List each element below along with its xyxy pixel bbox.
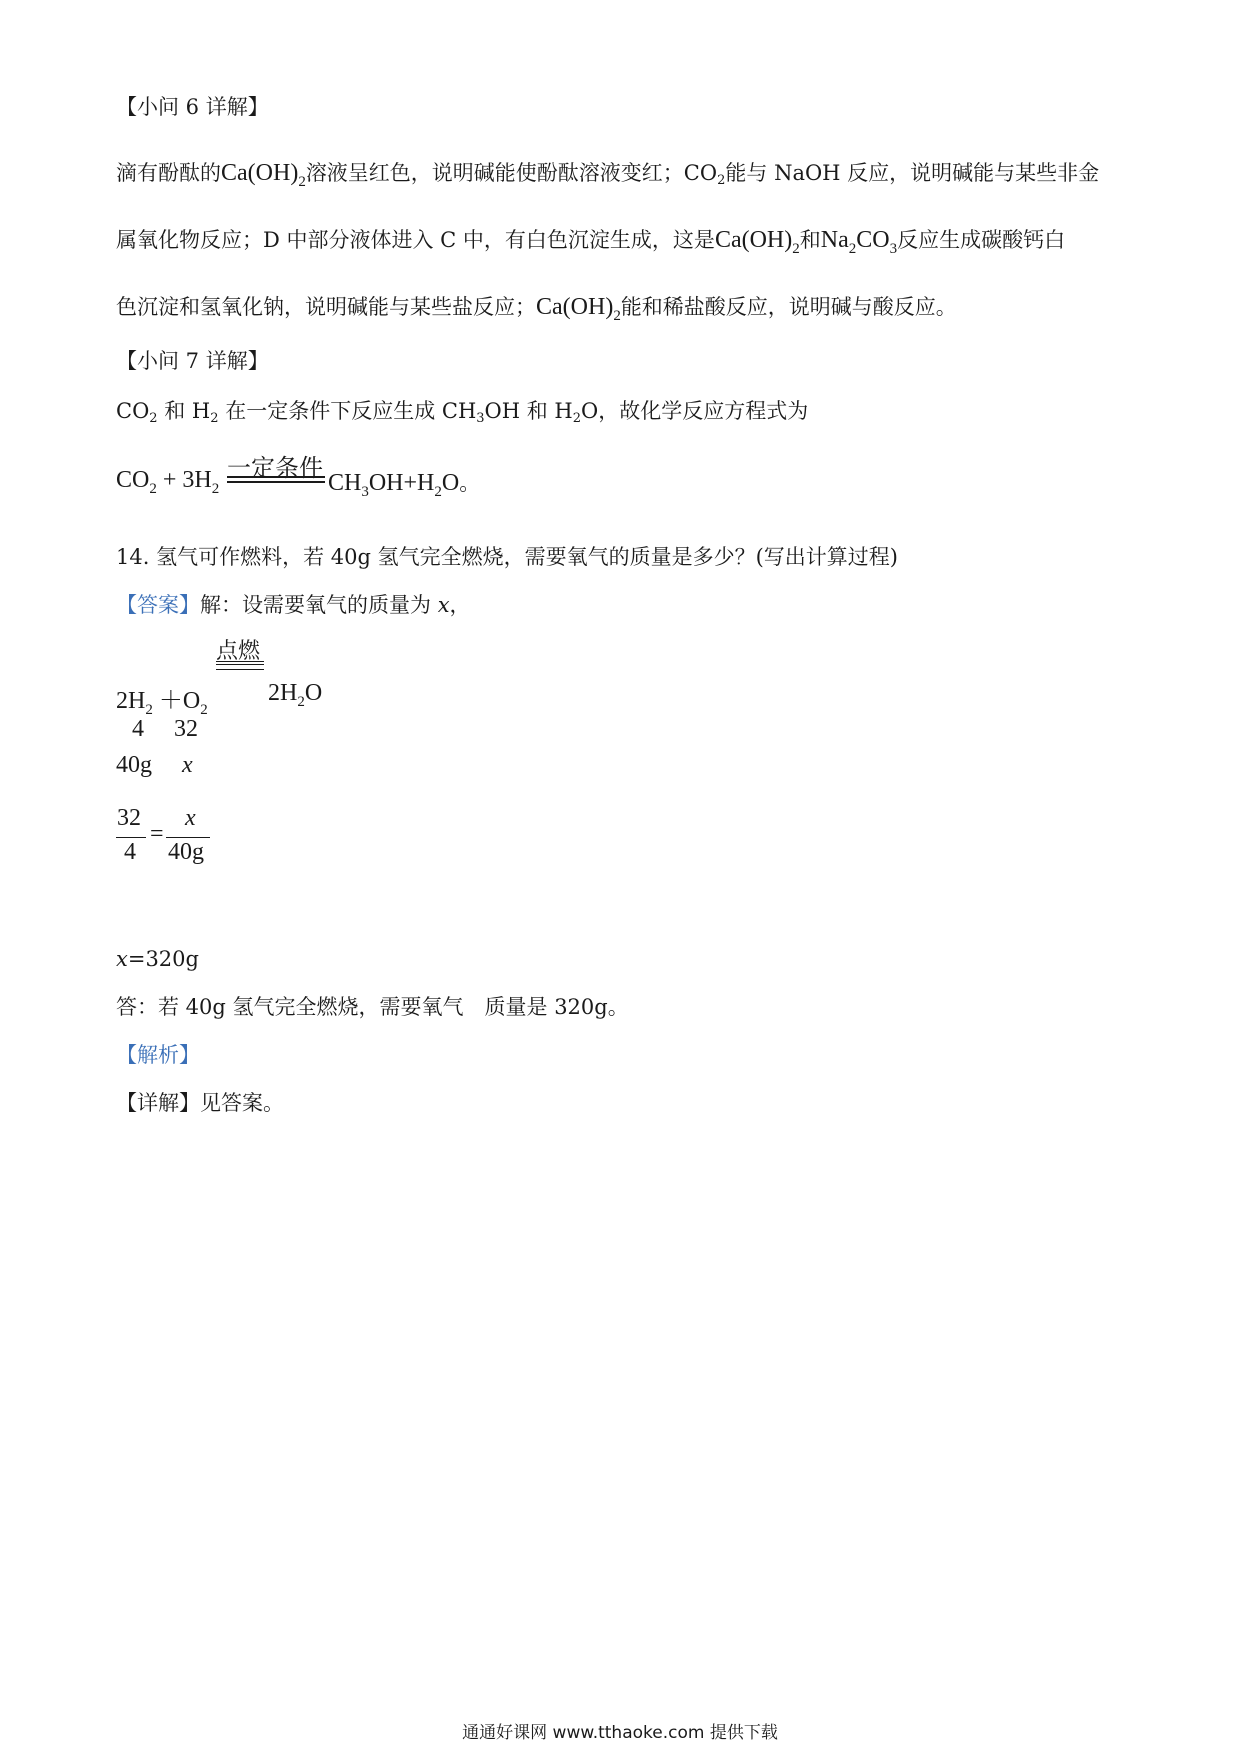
subscript: 3 — [361, 484, 369, 500]
formula-caoh2 — [536, 294, 621, 324]
text: 滴有酚酞的 — [116, 161, 221, 185]
detail-line: 【详解】见答案。 — [116, 1091, 284, 1115]
text: 色沉淀和氢氧化钠，说明碱能与某些盐反应； — [116, 295, 536, 319]
subscript: 2 — [613, 308, 621, 324]
subscript: 3 — [889, 241, 898, 257]
text: 。 — [459, 471, 481, 495]
text: OH 和 H — [484, 399, 573, 423]
variable: x — [116, 947, 128, 971]
answer-tag: 【答案】 — [116, 593, 200, 617]
answer-line — [116, 590, 471, 620]
equals-sign: = — [150, 821, 164, 847]
subscript: 2 — [434, 484, 442, 500]
equation-lhs — [116, 467, 220, 497]
section7-heading: 【小问 7 详解】 — [116, 349, 269, 373]
text: + 3H — [156, 467, 212, 493]
text: 和 H — [157, 399, 211, 423]
variable: x — [437, 593, 450, 617]
condition-triple-line — [216, 661, 264, 670]
subscript: 2 — [200, 702, 208, 718]
text: 解：设需要氧气的质量为 — [200, 593, 438, 617]
subscript: 2 — [149, 411, 158, 426]
subscript: 2 — [149, 481, 157, 497]
formula-caoh2 — [221, 160, 306, 190]
section6-paragraph-line1 — [116, 158, 1099, 188]
text: CH — [328, 470, 362, 496]
text: O，故化学反应方程式为 — [581, 399, 809, 423]
text: OH+H — [368, 470, 435, 496]
text: Ca(OH) — [714, 227, 793, 253]
question-14: 14. 氢气可作燃料，若 40g 氢气完全燃烧，需要氧气的质量是多少？(写出计算过程) — [116, 545, 898, 569]
subscript: 2 — [297, 694, 305, 710]
section6-heading: 【小问 6 详解】 — [116, 95, 269, 119]
text: 和 — [799, 228, 821, 252]
subscript: 3 — [476, 411, 485, 426]
text: 属氧化物反应；D 中部分液体进入 C 中，有白色沉淀生成，这是 — [116, 228, 715, 252]
text: ， — [449, 593, 471, 617]
ratio-value-b: x — [182, 752, 193, 778]
text: 反应生成碳酸钙白 — [897, 228, 1066, 252]
fraction1-bar — [116, 837, 146, 838]
fraction1-numerator: 32 — [117, 805, 141, 831]
fraction1-denominator: 4 — [124, 839, 136, 865]
subscript: 2 — [848, 241, 857, 257]
subscript: 2 — [145, 702, 153, 718]
section6-paragraph-line2 — [116, 225, 1065, 255]
fraction2-bar — [166, 837, 210, 838]
text: 在一定条件下反应生成 CH — [218, 399, 477, 423]
reaction-condition: 一定条件 — [227, 454, 323, 482]
text: Ca(OH) — [536, 294, 614, 320]
ratio-mass-a: 4 — [132, 716, 144, 742]
reaction-rhs — [268, 680, 323, 710]
analysis-tag: 【解析】 — [116, 1043, 200, 1067]
fraction2-denominator: 40g — [168, 839, 204, 865]
text: Ca(OH) — [221, 160, 299, 186]
section6-paragraph-line3 — [116, 292, 957, 322]
text: ＋O — [152, 688, 201, 714]
result-line — [116, 944, 199, 974]
formula-na2co3 — [820, 227, 898, 257]
subscript: 2 — [572, 411, 582, 426]
text: 2H — [268, 680, 298, 706]
equation-double-line — [227, 476, 325, 483]
ratio-value-a: 40g — [116, 752, 152, 778]
text: O — [441, 470, 460, 496]
ratio-mass-b: 32 — [174, 716, 198, 742]
text: 能与 NaOH 反应，说明碱能与某些非金 — [725, 161, 1100, 185]
equation-rhs — [328, 467, 481, 500]
text: O — [304, 680, 323, 706]
burn-condition: 点燃 — [216, 639, 261, 664]
fraction2-numerator: x — [185, 805, 196, 831]
text: CO — [856, 227, 890, 253]
text: CO — [116, 467, 150, 493]
section7-paragraph — [116, 396, 808, 426]
text: =320g — [127, 947, 199, 971]
text: 溶液呈红色，说明碱能使酚酞溶液变红；CO — [305, 161, 718, 185]
subscript: 2 — [210, 411, 219, 426]
page-footer: 通通好课网 www.tthaoke.com 提供下载 — [462, 1723, 778, 1743]
text: 2H — [116, 688, 146, 714]
formula-caoh2 — [714, 227, 800, 257]
subscript: 2 — [298, 174, 306, 190]
subscript: 2 — [717, 173, 726, 188]
conclusion: 答：若 40g 氢气完全燃烧，需要氧气 质量是 320g。 — [116, 995, 629, 1019]
text: 能和稀盐酸反应，说明碱与酸反应。 — [620, 295, 957, 319]
text: CO — [116, 399, 150, 423]
subscript: 2 — [792, 241, 800, 257]
text: Na — [820, 227, 849, 253]
reaction-lhs — [116, 680, 208, 718]
subscript: 2 — [211, 481, 220, 497]
